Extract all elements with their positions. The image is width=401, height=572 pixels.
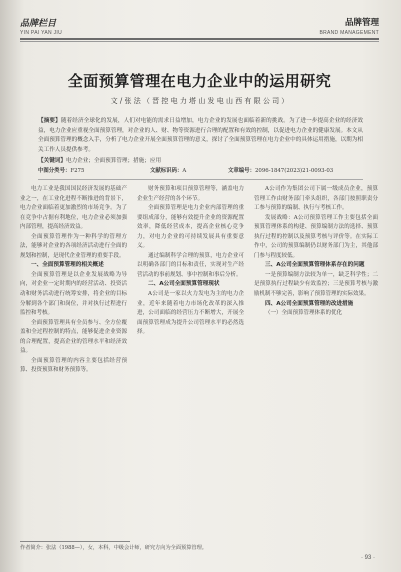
page-number: · 93 ·	[360, 555, 375, 561]
abstract	[38, 117, 363, 155]
body-column-1	[20, 185, 127, 542]
keywords-text: 电力企业；全面预算管理；措施；应用	[65, 158, 162, 164]
body-paragraph: A公司是一家以火力发电为主的电力企业，近年来随着电力市场化改革的深入推进，公司面临的经营压力不断增大，开展全面预算管理成为提升公司管理水平的必然选择。	[137, 291, 244, 336]
body-paragraph: 全面预算管理的内容主要包括经营预算、投资预算和财务预算等。	[20, 357, 127, 374]
abstract-separator	[38, 179, 363, 180]
document-code	[150, 166, 186, 174]
clc-code	[38, 166, 84, 174]
body-paragraph: 通过编制科学合理的预算，电力企业可以明确各部门的目标和责任，实现对生产经营活动的事前规划、事中控制和事后分析。	[137, 252, 244, 278]
abstract-text: 随着经济全球化的发展，人们对电能的需求日益增加，电力企业的发展也面临着新的挑战。为了进一步提高企业的经济效益，电力企业应重视全面预算管理，对企业的人、财、物等资源进行合理的配置和有效的控制，以促进电力企业的健康发展。本文从全面预算管理的概念入手，分析了电力企业开展全面预算管理的意义，探讨了全面预算管理在电力企业中的具体运用措施，以期为相关工作人员提供参考。	[38, 118, 363, 153]
column-header	[319, 16, 379, 36]
body-paragraph: 全面预算管理是电力企业内部管理的重要组成部分，能够有效提升企业的资源配置效率，降低经营成本，提高企业核心竞争力，对电力企业的可持续发展具有重要意义。	[137, 205, 244, 250]
body-column-3	[254, 185, 378, 542]
journal-pinyin: YIN PAI YAN JIU	[20, 30, 63, 36]
footnote-rule	[20, 541, 130, 542]
body-paragraph: 电力工业是我国国民经济发展的基础产业之一，在工业化进程不断推进的背景下，电力企业面临着更加激烈的市场竞争。为了在竞争中占据有利地位，电力企业必须加强内部管理，提高经济效益。	[20, 186, 127, 231]
author-line: 文 / 张 法 （ 晋 控 电 力 塔 山 发 电 山 西 有 限 公 司 ）	[110, 97, 289, 105]
body-paragraph: 全面预算管理作为一种科学的管理方法，能够对企业的各项经济活动进行全面的规划和控制，是现代企业管理的重要手段。	[20, 233, 127, 259]
header-rule	[20, 38, 379, 40]
header-rule-thin	[20, 41, 379, 42]
section-heading: 二、A公司全面预算管理现状	[148, 281, 220, 288]
body-paragraph: 全面预算管理具有全员参与、全方位覆盖和全过程控制的特点，能够促进企业资源的合理配置，提高企业的管理水平和经济效益。	[20, 319, 127, 355]
article-id	[228, 166, 333, 174]
body-paragraph: 一是预算编制方法较为单一，缺乏科学性；二是预算执行过程缺少有效监控；三是预算考核与激励机制不够完善，影响了预算管理的实际效果。	[254, 271, 378, 298]
body-paragraph: 全面预算管理是以企业发展战略为导向，对企业一定时期内的经营活动、投资活动和财务活动进行统筹安排，将企业的目标分解到各个部门和岗位，并对执行过程进行监控和考核。	[20, 271, 127, 317]
abstract-label: 【摘要】	[38, 118, 61, 124]
keywords	[38, 157, 363, 166]
running-header	[20, 16, 379, 52]
column-name: 品牌管理	[344, 18, 379, 28]
body-paragraph: 财务预算和项目预算管理等，涵盖电力企业生产经营的各个环节。	[137, 186, 244, 202]
body-paragraph: （一）全面预算管理体系的优化	[265, 310, 343, 317]
column-name-english: BRAND MANAGEMENT	[319, 30, 379, 36]
author-footnote: 作者简介：张法（1988—），女，本科，中级会计师，研究方向为全面预算管理。	[20, 545, 207, 551]
section-heading: 三、A公司全面预算管理体系存在的问题	[265, 262, 365, 269]
document-code-value: A	[182, 168, 187, 174]
body-paragraph: A公司作为集团公司下属一级成员企业，预算管理工作由财务部门牵头组织，各部门按照职责分工参与预算的编制、执行与考核工作。	[254, 186, 378, 212]
article-id-value: 2096-1847(2023)21-0093-03	[254, 168, 334, 174]
journal-header	[20, 16, 62, 36]
section-heading: 四、A公司全面预算管理的改进措施	[265, 300, 354, 307]
clc-value: F275	[70, 168, 85, 174]
body-column-2	[137, 185, 244, 542]
journal-name: 品牌栏目	[20, 19, 57, 29]
section-heading: 一、全面预算管理的相关概述	[31, 262, 104, 269]
article-title: 全面预算管理在电力企业中的运用研究	[67, 72, 332, 90]
keywords-label: 【关键词】	[38, 158, 66, 164]
classification-line	[38, 166, 363, 175]
body-paragraph: 发展战略：A公司预算管理工作主要包括全面预算管理体系的构建、预算编制方法的选择、预算执行过程的控制以及预算考核与评价等。在实际工作中，公司的预算编制仍以财务部门为主，其他部门参与程度较低。	[254, 214, 378, 259]
clc-label: 中图分类号：	[38, 168, 71, 174]
article-id-label: 文章编号：	[228, 168, 255, 174]
document-code-label: 文献标识码：	[150, 168, 183, 174]
